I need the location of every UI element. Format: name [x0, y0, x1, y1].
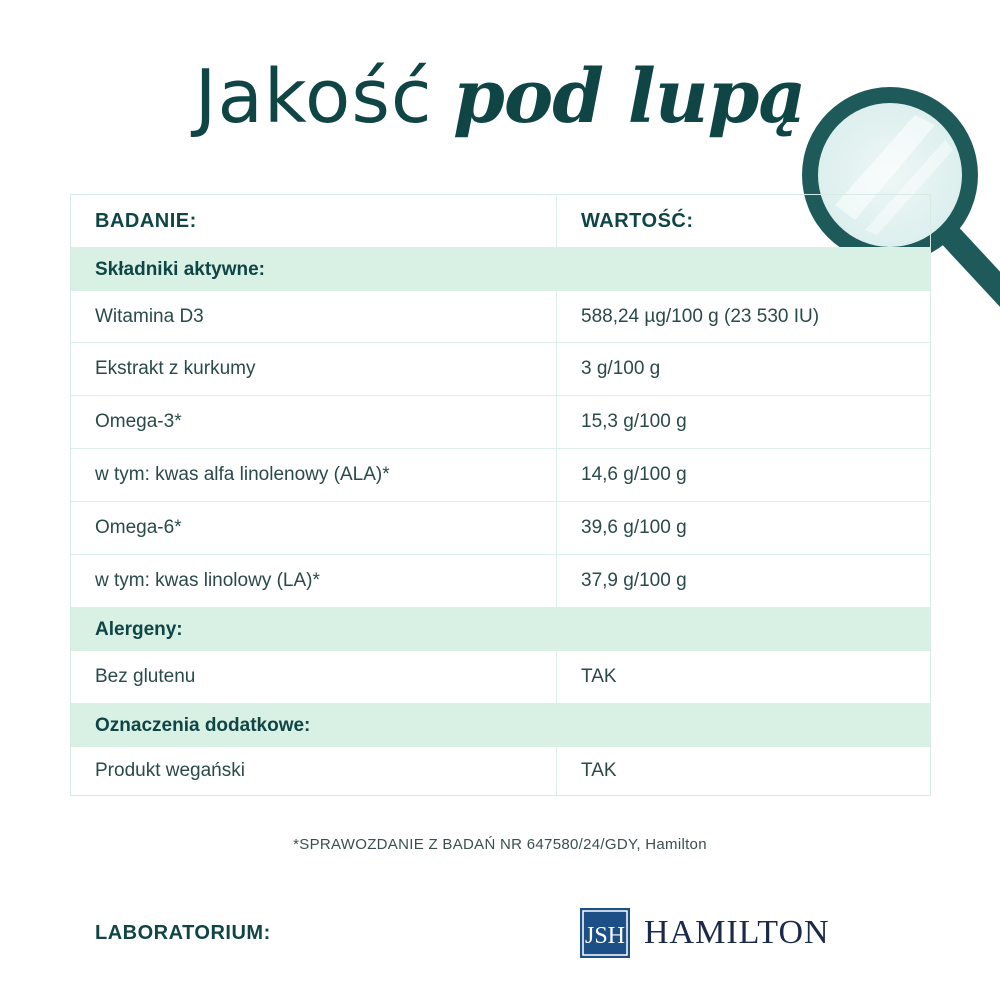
row-name: w tym: kwas alfa linolenowy (ALA)*: [95, 464, 390, 485]
table-row: [71, 502, 930, 555]
row-name: Produkt wegański: [95, 760, 245, 781]
section-skladniki: Składniki aktywne:: [71, 248, 930, 291]
table-row: [71, 449, 930, 502]
footnote: *SPRAWOZDANIE Z BADAŃ NR 647580/24/GDY, Hamilton: [293, 836, 707, 853]
row-name: Witamina D3: [95, 305, 204, 327]
row-name: Omega-3*: [95, 411, 182, 432]
row-name: w tym: kwas linolowy (LA)*: [95, 570, 320, 591]
row-value: TAK: [581, 666, 617, 687]
row-name: Ekstrakt z kurkumy: [95, 358, 256, 379]
row-value: 14,6 g/100 g: [581, 464, 687, 485]
row-value: 39,6 g/100 g: [581, 517, 687, 538]
header-col-wartosc: WARTOŚĆ:: [581, 209, 694, 232]
table-row: [71, 396, 930, 449]
section-alergeny: Alergeny:: [71, 608, 930, 651]
table-row: [71, 343, 930, 396]
table-row: [71, 651, 930, 704]
table-header: [71, 195, 930, 248]
hamilton-logo: [580, 906, 830, 960]
row-value: TAK: [581, 760, 617, 781]
row-value: 37,9 g/100 g: [581, 570, 687, 591]
header-col-badanie: BADANIE:: [95, 209, 197, 232]
section-oznaczenia: Oznaczenia dodatkowe:: [71, 704, 930, 747]
table-row: [71, 747, 930, 795]
title-light: Jakość: [194, 54, 433, 140]
row-name: Omega-6*: [95, 517, 182, 538]
table-row: [71, 291, 930, 343]
hamilton-logo-text: HAMILTON: [644, 914, 830, 951]
results-table: [70, 194, 931, 796]
lab-label: LABORATORIUM:: [95, 922, 271, 944]
table-row: [71, 555, 930, 608]
svg-text:JSH: JSH: [584, 923, 626, 949]
row-value: 3 g/100 g: [581, 358, 661, 379]
row-value: 15,3 g/100 g: [581, 411, 687, 432]
title-bold: pod lupą: [453, 54, 806, 140]
row-name: Bez glutenu: [95, 666, 196, 687]
row-value: 588,24 µg/100 g (23 530 IU): [581, 305, 820, 327]
hamilton-logo-mark: [580, 908, 630, 958]
